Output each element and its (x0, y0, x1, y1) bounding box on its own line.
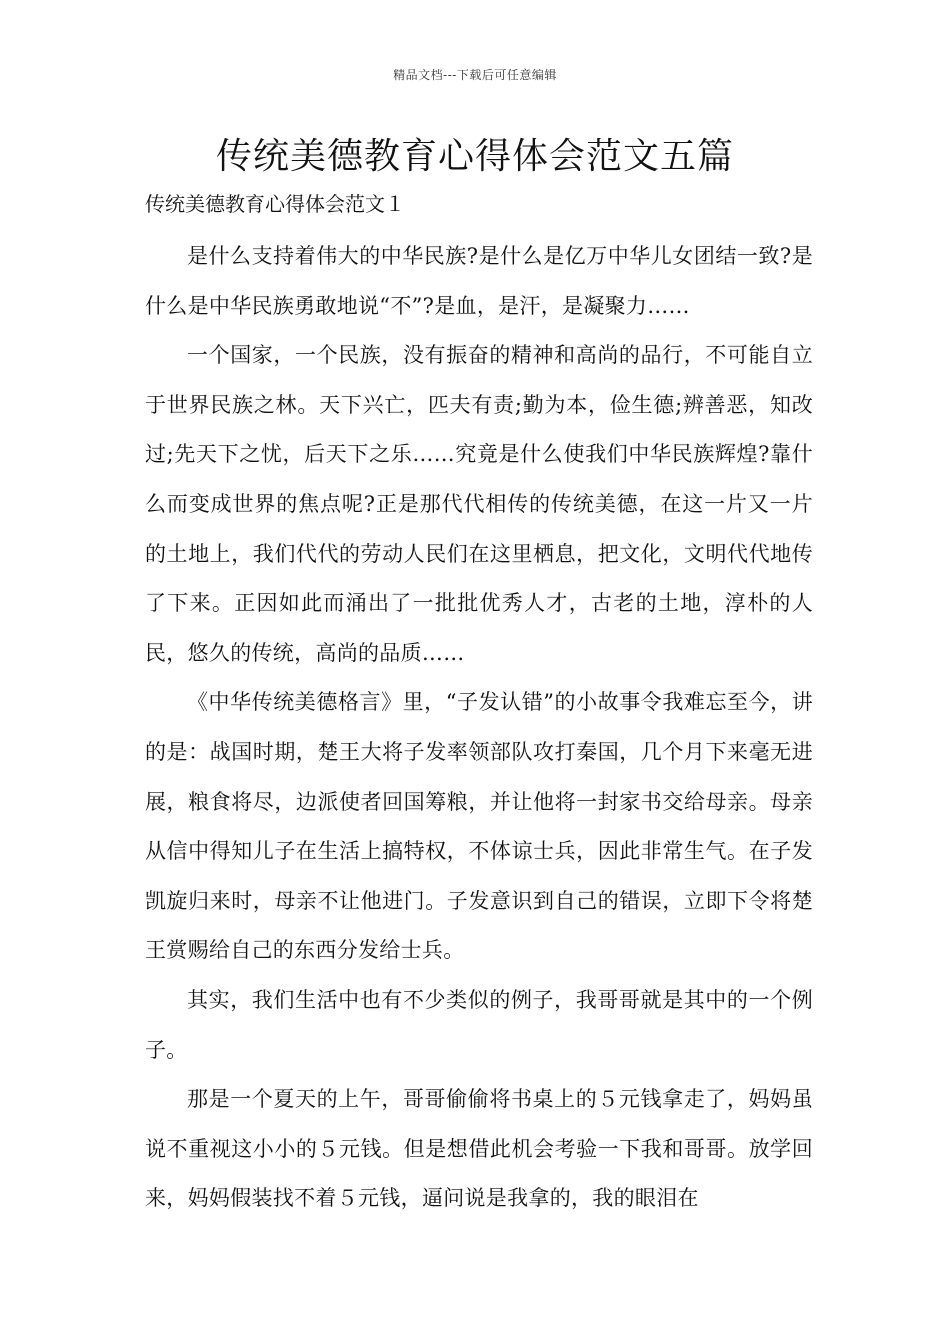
paragraph: 《中华传统美德格言》里，“子发认错”的小故事令我难忘至今，讲的是：战国时期，楚王大将子发率领部队攻打秦国，几个月下来毫无进展，粮食将尽，边派使者回国筹粮，并让他将一封家书交给母亲。母亲从信中得知儿子在生活上搞特权，不体谅士兵，因此非常生气。在子发凯旋归来时，母亲不让他进门。子发意识到自己的错误，立即下令将楚王赏赐给自己的东西分发给士兵。 (145, 690, 813, 963)
body-text (145, 232, 813, 1224)
paragraph: 那是一个夏天的上午，哥哥偷偷将书桌上的５元钱拿走了，妈妈虽说不重视这小小的５元钱。但是想借此机会考验一下我和哥哥。放学回来，妈妈假装找不着５元钱，逼问说是我拿的，我的眼泪在 (145, 1087, 813, 1211)
paragraph: 一个国家，一个民族，没有振奋的精神和高尚的品行，不可能自立于世界民族之林。天下兴亡，匹夫有责;勤为本，俭生德;辨善恶，知改过;先天下之忧，后天下之乐……究竟是什么使我们中华民族辉煌?靠什么而变成世界的焦点呢?正是那代代相传的传统美德，在这一片又一片的土地上，我们代代的劳动人民们在这里栖息，把文化，文明代代地传了下来。正因如此而涌出了一批批优秀人才，古老的土地，淳朴的人民，悠久的传统，高尚的品质…… (145, 343, 813, 665)
section-subtitle: 传统美德教育心得体会范文１ (145, 192, 405, 216)
document-title: 传统美德教育心得体会范文五篇 (215, 136, 734, 177)
paragraph: 其实，我们生活中也有不少类似的例子，我哥哥就是其中的一个例子。 (145, 987, 813, 1062)
header-note: 精品文档---下载后可任意编辑 (393, 68, 557, 82)
paragraph: 是什么支持着伟大的中华民族?是什么是亿万中华儿女团结一致?是什么是中华民族勇敢地说“不”?是血，是汗，是凝聚力…… (145, 244, 813, 318)
